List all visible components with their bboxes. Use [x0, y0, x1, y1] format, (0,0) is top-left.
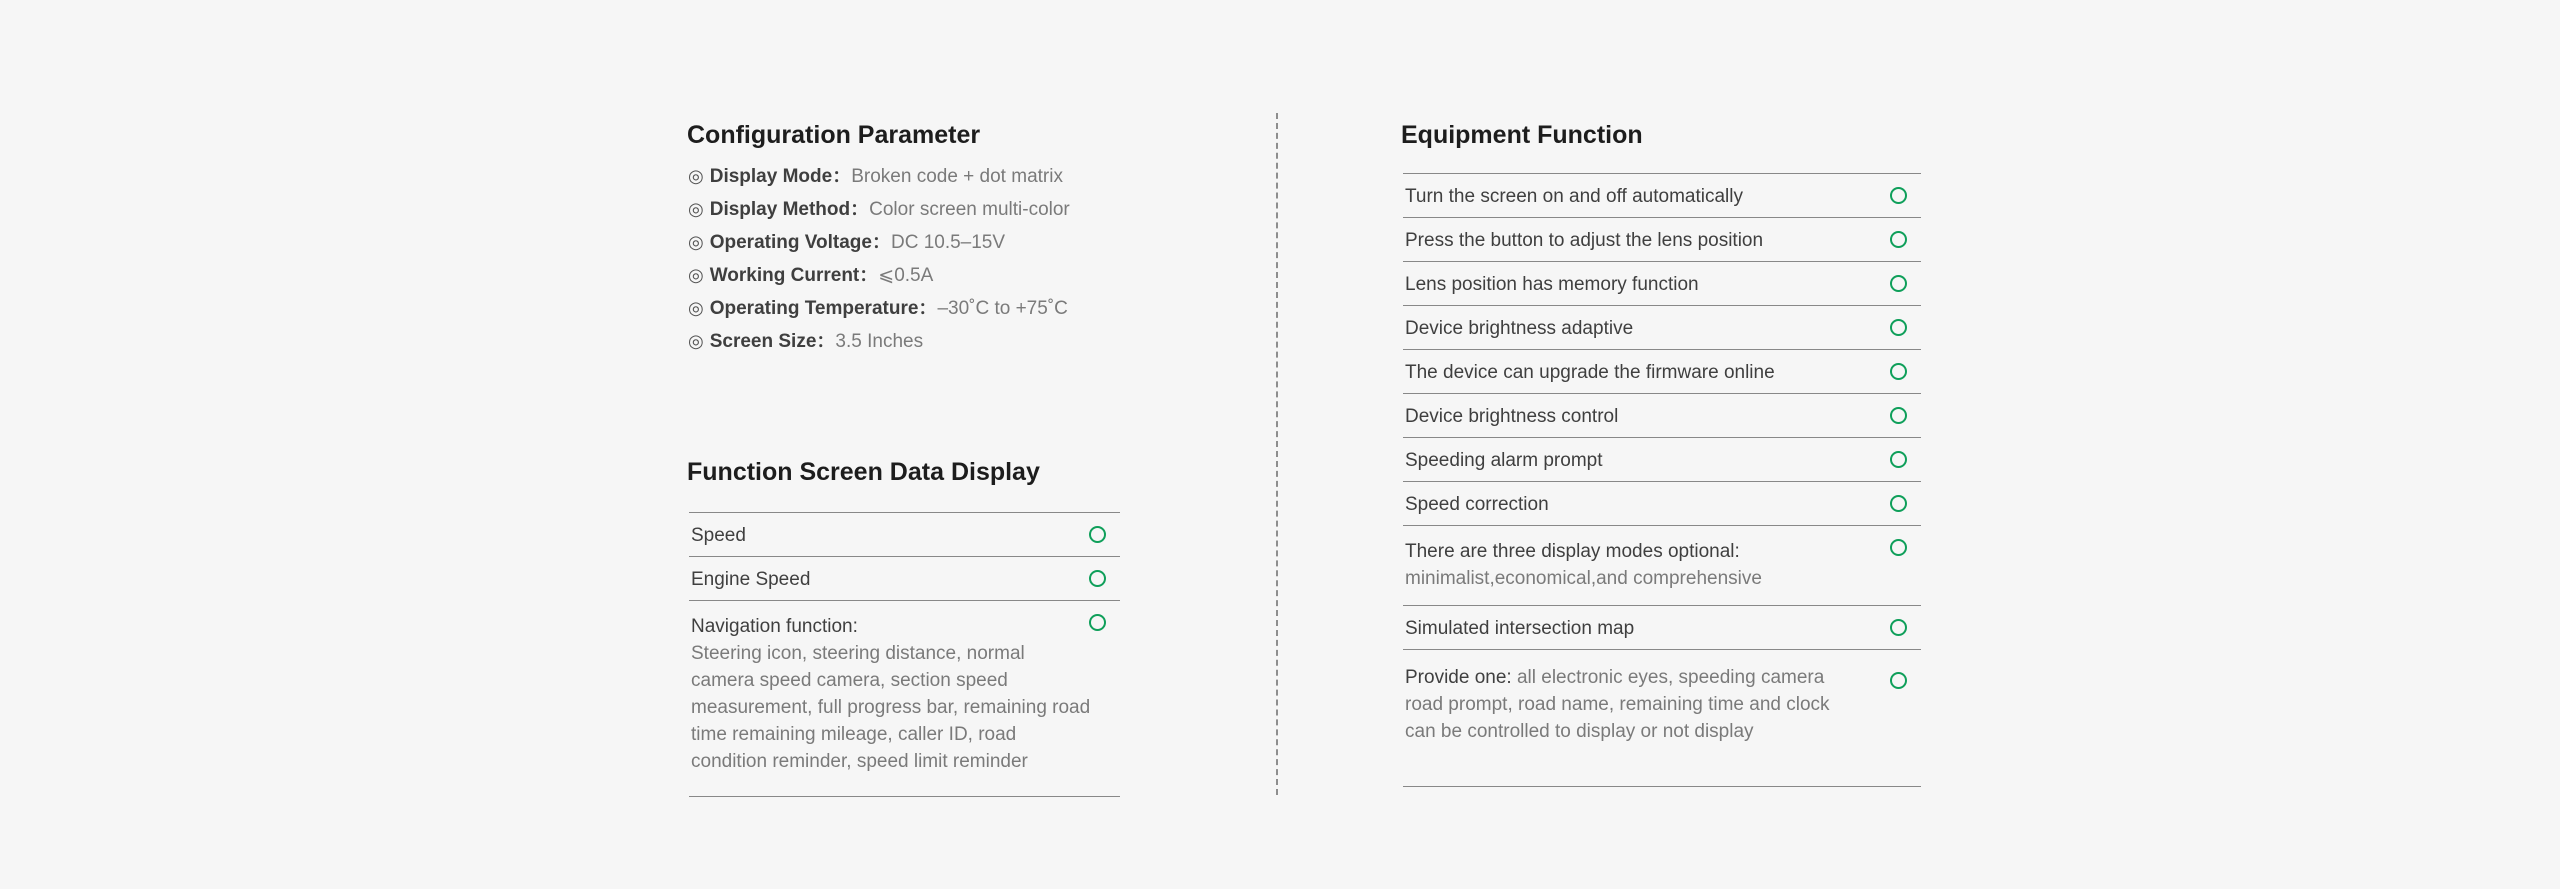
- table-row: [1403, 262, 1921, 306]
- config-item-display-method: [688, 195, 1070, 228]
- row-label: Device brightness adaptive: [1405, 318, 1634, 339]
- row-label: There are three display modes optional:: [1405, 541, 1740, 562]
- table-row: [1403, 394, 1921, 438]
- circle-check-icon: [1890, 539, 1907, 556]
- table-row: [1403, 482, 1921, 526]
- table-row: [689, 513, 1120, 557]
- row-text: [1405, 538, 1875, 592]
- circle-check-icon: [1890, 275, 1907, 292]
- table-row: [1403, 526, 1921, 606]
- table-row: [689, 557, 1120, 601]
- circle-check-icon: [1890, 319, 1907, 336]
- config-label: Display Mode: [709, 166, 833, 187]
- config-label: Operating Temperature: [709, 298, 919, 319]
- config-label: Working Current: [709, 265, 860, 286]
- circle-check-icon: [1890, 451, 1907, 468]
- circle-check-icon: [1089, 526, 1106, 543]
- table-row: [1403, 606, 1921, 650]
- config-value: Broken code + dot matrix: [851, 166, 1063, 187]
- config-title: Configuration Parameter: [687, 121, 981, 149]
- table-row: [1403, 350, 1921, 394]
- table-row: [1403, 438, 1921, 482]
- config-item-working-current: [688, 261, 1070, 294]
- row-label: The device can upgrade the firmware online: [1405, 362, 1775, 383]
- table-row: [1403, 650, 1921, 787]
- config-value: –30˚C to +75˚C: [937, 298, 1068, 319]
- circle-check-icon: [1890, 231, 1907, 248]
- config-label: Screen Size: [709, 331, 817, 352]
- row-label: Speed: [691, 525, 746, 546]
- config-separator: ：: [859, 265, 879, 286]
- equipment-table: [1403, 173, 1921, 787]
- config-value: ⩽0.5A: [878, 265, 934, 286]
- config-value: 3.5 Inches: [835, 331, 924, 352]
- circle-check-icon: [1089, 614, 1106, 631]
- row-label: Engine Speed: [691, 569, 811, 590]
- config-value: DC 10.5–15V: [890, 232, 1006, 253]
- circle-check-icon: [1890, 407, 1907, 424]
- row-description: Steering icon, steering distance, normal camera speed camera, section speed measurement, full progress bar, remaining road time remaining mileage, caller ID, road condition reminder, speed limit reminder: [691, 643, 1091, 772]
- table-row: [689, 601, 1120, 797]
- circle-check-icon: [1890, 672, 1907, 689]
- circle-check-icon: [1890, 187, 1907, 204]
- row-description: minimalist,economical,and comprehensive: [1405, 568, 1762, 589]
- double-circle-icon: ◎: [688, 331, 704, 351]
- row-label: Navigation function:: [691, 616, 858, 637]
- config-item-screen-size: [688, 327, 1070, 360]
- config-label: Operating Voltage: [709, 232, 872, 253]
- row-label: Device brightness control: [1405, 406, 1619, 427]
- double-circle-icon: ◎: [688, 265, 704, 285]
- config-item-operating-temperature: [688, 294, 1070, 327]
- row-description: all electronic eyes, speeding camera road prompt, road name, remaining time and clock can be controlled to display or not display: [1405, 667, 1830, 742]
- double-circle-icon: ◎: [688, 232, 704, 252]
- table-row: [1403, 174, 1921, 218]
- double-circle-icon: ◎: [688, 166, 704, 186]
- row-text: [691, 613, 1091, 775]
- row-label: Press the button to adjust the lens position: [1405, 230, 1764, 251]
- row-label: Lens position has memory function: [1405, 274, 1699, 295]
- circle-check-icon: [1890, 495, 1907, 512]
- circle-check-icon: [1890, 363, 1907, 380]
- double-circle-icon: ◎: [688, 298, 704, 318]
- table-row: [1403, 218, 1921, 262]
- row-label: Speeding alarm prompt: [1405, 450, 1603, 471]
- row-label: Simulated intersection map: [1405, 618, 1635, 639]
- screen-display-title: Function Screen Data Display: [687, 458, 1040, 486]
- config-separator: ：: [816, 331, 836, 352]
- config-item-operating-voltage: [688, 228, 1070, 261]
- config-separator: ：: [850, 199, 870, 220]
- row-text: [1405, 664, 1845, 745]
- circle-check-icon: [1890, 619, 1907, 636]
- double-circle-icon: ◎: [688, 199, 704, 219]
- circle-check-icon: [1089, 570, 1106, 587]
- config-value: Color screen multi-color: [869, 199, 1070, 220]
- config-label: Display Method: [709, 199, 851, 220]
- screen-display-table: [689, 512, 1120, 797]
- vertical-divider: [1276, 113, 1278, 795]
- config-list: [688, 162, 1070, 360]
- config-separator: ：: [871, 232, 891, 253]
- row-label: Turn the screen on and off automatically: [1405, 186, 1743, 207]
- config-separator: ：: [918, 298, 938, 319]
- config-separator: ：: [832, 166, 852, 187]
- config-item-display-mode: [688, 162, 1070, 195]
- row-label: Provide one:: [1405, 667, 1512, 688]
- table-row: [1403, 306, 1921, 350]
- row-label: Speed correction: [1405, 494, 1549, 515]
- equipment-title: Equipment Function: [1401, 121, 1643, 149]
